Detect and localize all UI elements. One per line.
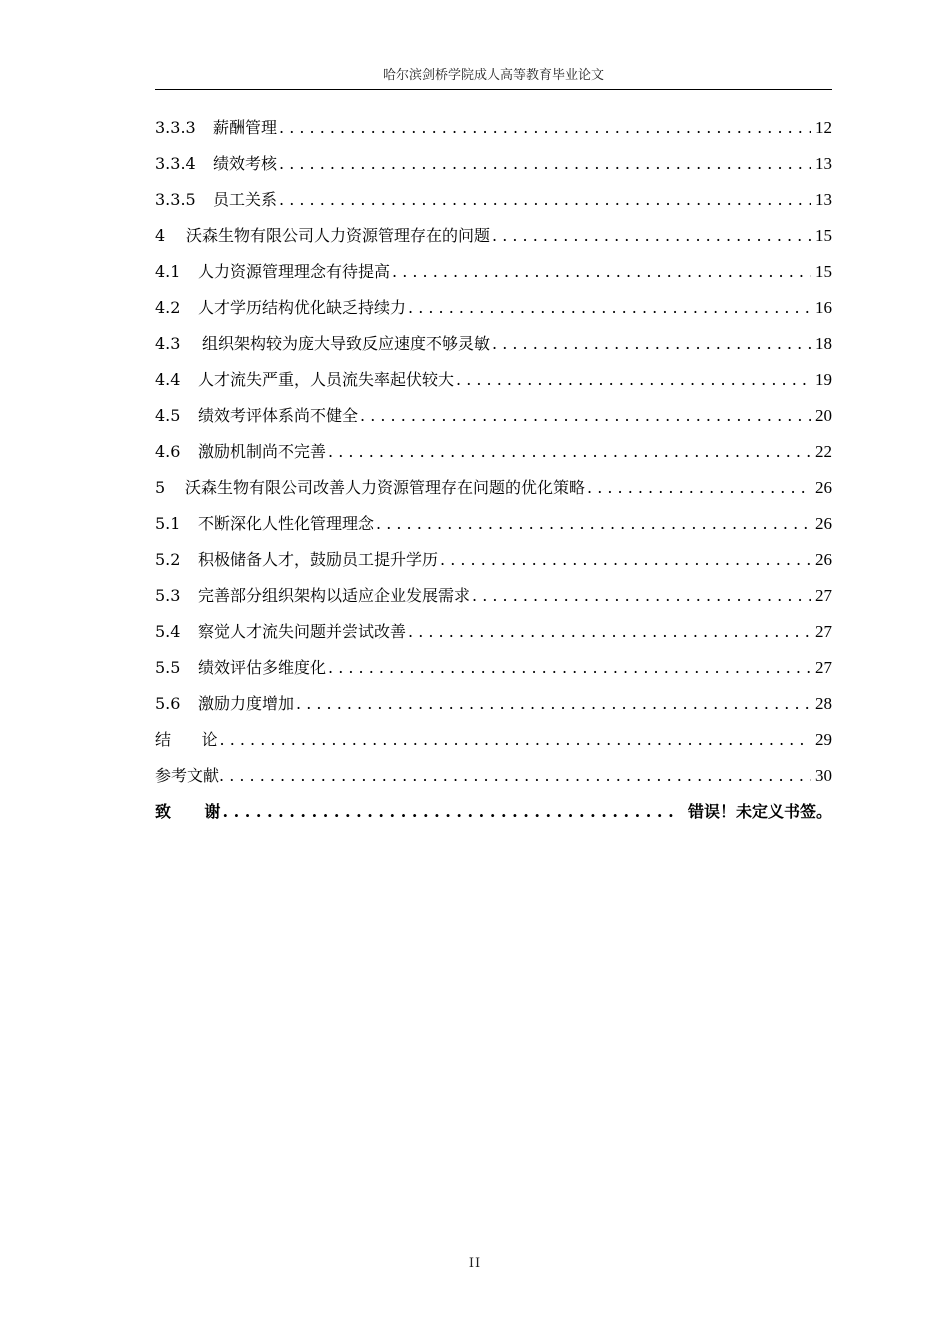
- toc-entry-number: 4.6: [155, 442, 181, 461]
- toc-entry-title: 参考文献: [155, 766, 220, 785]
- toc-leader-dots: [392, 258, 811, 286]
- running-header: 哈尔滨剑桥学院成人高等教育毕业论文: [155, 64, 832, 90]
- page-number: II: [468, 1256, 482, 1271]
- toc-entry-number: 4.1: [155, 262, 181, 281]
- toc-entry-page: 27: [815, 658, 832, 677]
- toc-entry-page: 15: [815, 226, 832, 245]
- toc-entry-number: 4.3: [155, 334, 181, 353]
- toc-entry[interactable]: [155, 366, 832, 402]
- toc-leader-dots: [220, 726, 811, 754]
- toc-entry-number: 5.1: [155, 514, 181, 533]
- toc-entry-title: 人才流失严重，人员流失率起伏较大: [198, 370, 455, 389]
- toc-entry-page: 13: [815, 190, 832, 209]
- toc-entry-title: 绩效评估多维度化: [198, 658, 327, 677]
- toc-entry[interactable]: [155, 654, 832, 690]
- toc-leader-dots: [492, 330, 811, 358]
- toc-entry-title: 不断深化人性化管理理念: [198, 514, 375, 533]
- toc-entry-title: 激励机制尚不完善: [198, 442, 327, 461]
- toc-leader-dots: [440, 546, 811, 574]
- toc-entry-number: 4: [155, 226, 166, 245]
- toc-entry[interactable]: [155, 294, 832, 330]
- toc-entry[interactable]: [155, 618, 832, 654]
- toc-entry-title: 结 论: [155, 730, 218, 749]
- toc-entry-references[interactable]: [155, 762, 832, 798]
- toc-entry-number: 4.5: [155, 406, 181, 425]
- toc-entry[interactable]: [155, 114, 832, 150]
- toc-leader-dots: [472, 582, 811, 610]
- toc-leader-dots: [296, 690, 811, 718]
- toc-entry-number: 5.4: [155, 622, 181, 641]
- toc-entry-title: 沃森生物有限公司改善人力资源管理存在问题的优化策略: [185, 478, 586, 497]
- toc-entry-title: 致 谢: [155, 802, 221, 821]
- toc-entry-conclusion[interactable]: [155, 726, 832, 762]
- toc-leader-dots: [279, 150, 811, 178]
- toc-entry-page: 27: [815, 586, 832, 605]
- toc-entry-page: 27: [815, 622, 832, 641]
- toc-entry[interactable]: [155, 186, 832, 222]
- toc-entry-page: 15: [815, 262, 832, 281]
- toc-entry-number: 3.3.4: [155, 154, 196, 173]
- toc-entry-number: 3.3.5: [155, 190, 196, 209]
- toc-entry-title: 积极储备人才，鼓励员工提升学历: [198, 550, 439, 569]
- toc-entry-page: 28: [815, 694, 832, 713]
- toc-leader-dots: [328, 438, 811, 466]
- toc-leader-dots: [408, 618, 811, 646]
- toc-entry-number: 4.4: [155, 370, 181, 389]
- toc-entry-page: 22: [815, 442, 832, 461]
- toc-entry[interactable]: [155, 474, 832, 510]
- toc-entry-page: 30: [815, 766, 832, 785]
- toc-leader-dots: [456, 366, 811, 394]
- toc-leader-dots: [219, 762, 811, 790]
- toc-entry-page: 19: [815, 370, 832, 389]
- toc-entry-title: 绩效考评体系尚不健全: [198, 406, 359, 425]
- toc-entry[interactable]: [155, 258, 832, 294]
- toc-entry-page: 26: [815, 478, 832, 497]
- toc-leader-dots: [492, 222, 811, 250]
- toc-entry-title: 绩效考核: [213, 154, 278, 173]
- toc-entry-number: 5.6: [155, 694, 181, 713]
- toc-leader-dots: [328, 654, 811, 682]
- toc-entry-title: 完善部分组织架构以适应企业发展需求: [198, 586, 471, 605]
- toc-entry-title: 薪酬管理: [213, 118, 278, 137]
- toc-entry-number: 5.5: [155, 658, 181, 677]
- toc-leader-dots: [279, 186, 811, 214]
- toc-entry-title: 员工关系: [213, 190, 278, 209]
- toc-entry[interactable]: [155, 402, 832, 438]
- toc-entry[interactable]: [155, 222, 832, 258]
- toc-entry[interactable]: [155, 510, 832, 546]
- toc-leader-dots: [222, 798, 674, 826]
- toc-entry-acknowledgement[interactable]: [155, 798, 832, 834]
- toc-entry-number: 5.2: [155, 550, 181, 569]
- toc-entry-page: 18: [815, 334, 832, 353]
- toc-entry-page: 29: [815, 730, 832, 749]
- toc-entry-page: 26: [815, 550, 832, 569]
- toc-entry-title: 察觉人才流失问题并尝试改善: [198, 622, 407, 641]
- toc-entry[interactable]: [155, 690, 832, 726]
- toc-entry-number: 5.3: [155, 586, 181, 605]
- toc-entry-page: 13: [815, 154, 832, 173]
- toc-entry-title: 人才学历结构优化缺乏持续力: [198, 298, 407, 317]
- toc-leader-dots: [408, 294, 811, 322]
- toc-entry-page: 20: [815, 406, 832, 425]
- toc-entry-title: 组织架构较为庞大导致反应速度不够灵敏: [202, 334, 491, 353]
- toc-leader-dots: [376, 510, 811, 538]
- toc-leader-dots: [587, 474, 811, 502]
- toc-entry[interactable]: [155, 582, 832, 618]
- toc-entry[interactable]: [155, 330, 832, 366]
- toc-entry-page: 26: [815, 514, 832, 533]
- table-of-contents: [155, 114, 832, 834]
- toc-leader-dots: [279, 114, 811, 142]
- toc-entry-number: 3.3.3: [155, 118, 196, 137]
- toc-entry-number: 5: [155, 478, 166, 497]
- toc-entry-page-error: 错误！未定义书签。: [687, 802, 832, 821]
- toc-entry[interactable]: [155, 546, 832, 582]
- toc-entry-title: 激励力度增加: [198, 694, 295, 713]
- toc-entry-title: 沃森生物有限公司人力资源管理存在的问题: [186, 226, 491, 245]
- toc-entry-number: 4.2: [155, 298, 181, 317]
- toc-entry[interactable]: [155, 150, 832, 186]
- toc-entry-title: 人力资源管理理念有待提高: [198, 262, 391, 281]
- toc-entry[interactable]: [155, 438, 832, 474]
- toc-leader-dots: [360, 402, 811, 430]
- toc-entry-page: 16: [815, 298, 832, 317]
- toc-entry-page: 12: [815, 118, 832, 137]
